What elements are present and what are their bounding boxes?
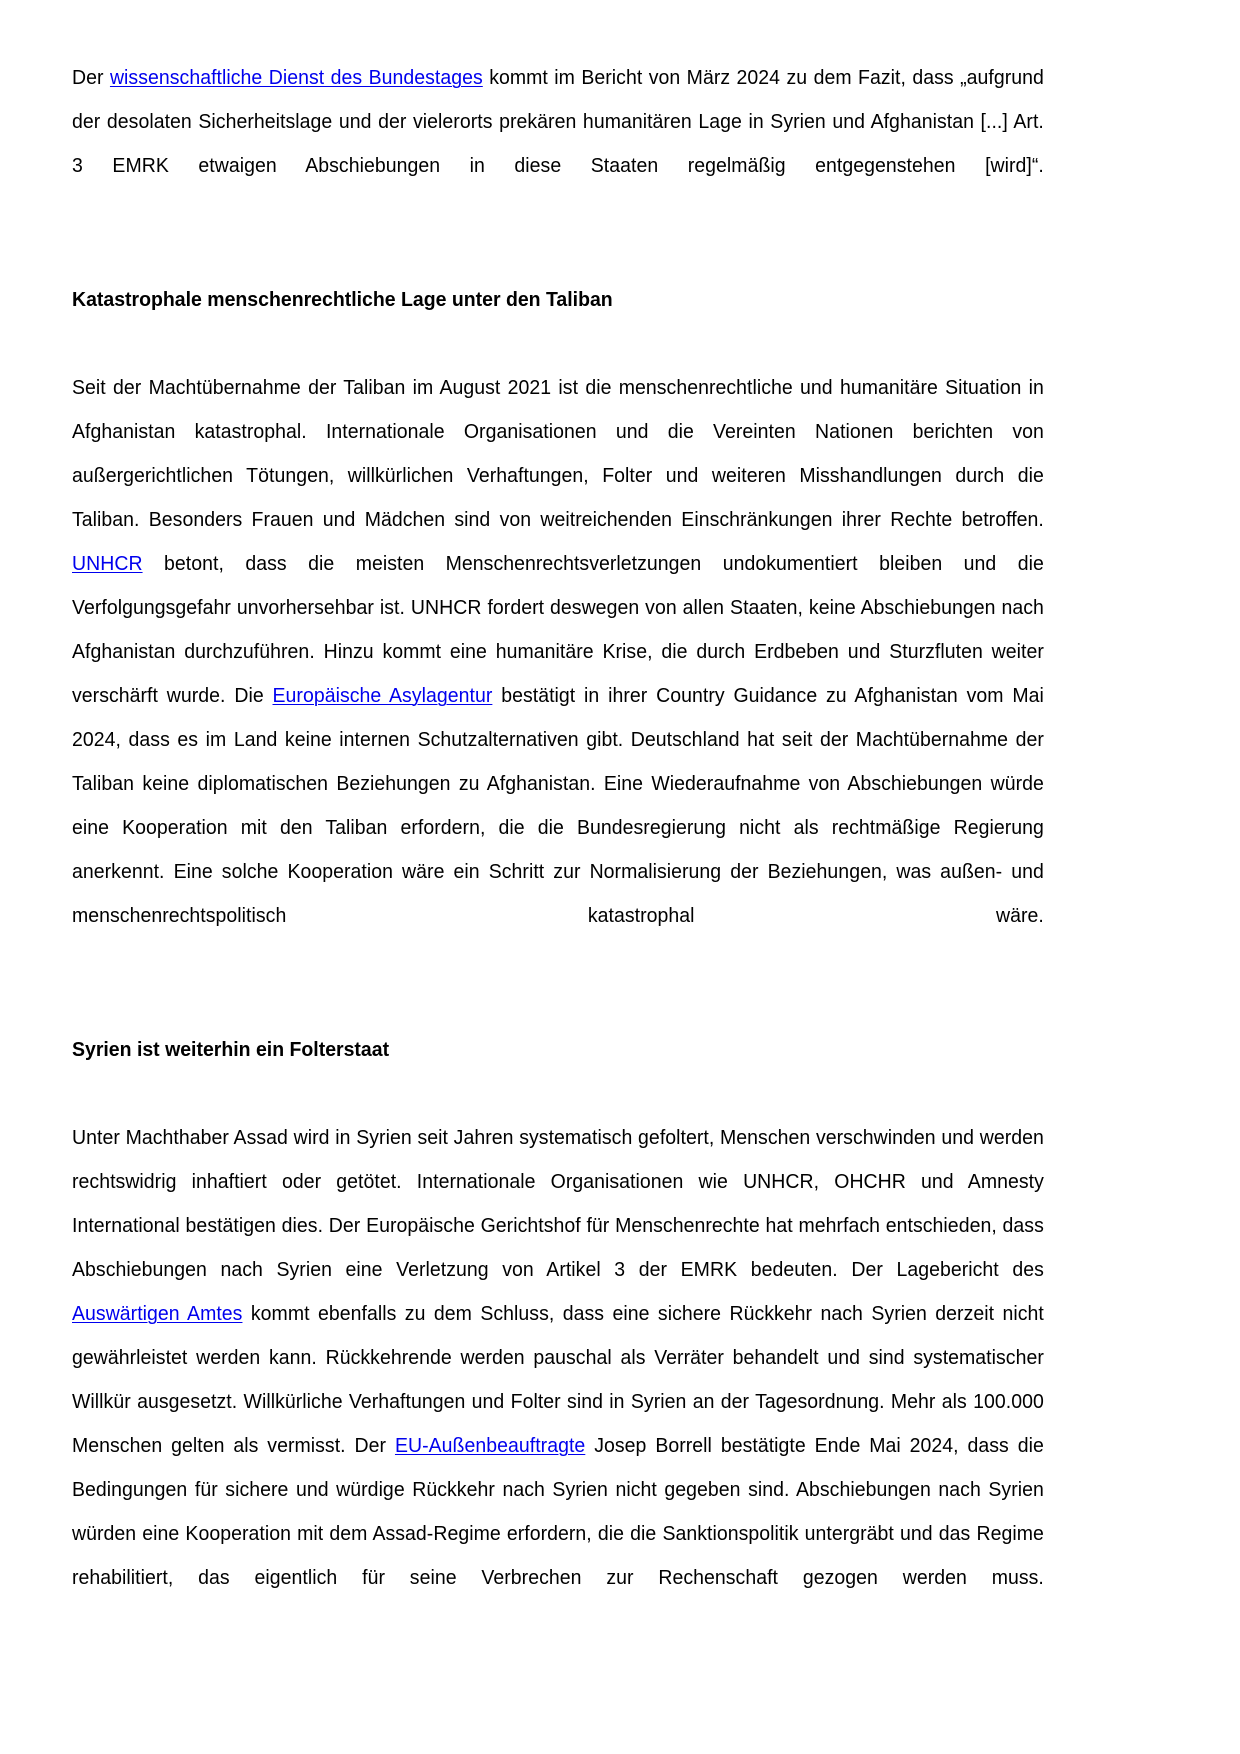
link-unhcr[interactable]: UNHCR	[72, 553, 143, 575]
spacer	[72, 982, 1044, 1028]
link-europaeische-asylagentur[interactable]: Europäische Asylagentur	[272, 685, 493, 707]
spacer	[72, 1072, 1044, 1116]
document-content	[72, 56, 1044, 1644]
taliban-text-part-1: Seit der Machtübernahme der Taliban im August 2021 ist die menschenrechtliche und humanitäre Situation in Afghanistan katastrophal. Internationale Organisationen und die Vereinten Nationen berichten von außergerichtlichen Tötungen, willkürlichen Verhaftungen, Folter und weiteren Misshandlungen durch die Taliban. Besonders Frauen und Mädchen sind von weitreichenden Einschränkungen ihrer Rechte betroffen.	[72, 377, 1044, 531]
intro-lead-text: Der	[72, 67, 110, 89]
paragraph-syrien	[72, 1116, 1044, 1644]
taliban-text-part-3: bestätigt in ihrer Country Guidance zu Afghanistan vom Mai 2024, dass es im Land keine internen Schutzalternativen gibt. Deutschland hat seit der Machtübernahme der Taliban keine diplomatischen Beziehungen zu Afghanistan. Eine Wiederaufnahme von Abschiebungen würde eine Kooperation mit den Taliban erfordern, die die Bundesregierung nicht als rechtmäßige Regierung anerkennt. Eine solche Kooperation wäre ein Schritt zur Normalisierung der Beziehungen, was außen- und menschenrechtspolitisch katastrophal wäre.	[72, 685, 1044, 927]
link-wissenschaftlicher-dienst-bundestag[interactable]: wissenschaftliche Dienst des Bundestages	[109, 67, 483, 89]
heading-katastrophale-lage-taliban: Katastrophale menschenrechtliche Lage unter den Taliban	[72, 289, 613, 311]
syrien-text-part-1: Unter Machthaber Assad wird in Syrien seit Jahren systematisch gefoltert, Menschen verschwinden und werden rechtswidrig inhaftiert oder getötet. Internationale Organisationen wie UNHCR, OHCHR und Amnesty International bestätigen dies. Der Europäische Gerichtshof für Menschenrechte hat mehrfach entschieden, dass Abschiebungen nach Syrien eine Verletzung von Artikel 3 der EMRK bedeuten. Der Lagebericht des	[72, 1127, 1044, 1281]
spacer	[72, 322, 1044, 366]
syrien-text-part-2: kommt ebenfalls zu dem Schluss, dass eine sichere Rückkehr nach Syrien derzeit nicht gewährleistet werden kann. Rückkehrende werden pauschal als Verräter behandelt und sind systematischer Willkür ausgesetzt. Willkürliche Verhaftungen und Folter sind in Syrien an der Tagesordnung. Mehr als 100.000 Menschen gelten als vermisst. Der	[72, 1303, 1044, 1457]
paragraph-taliban	[72, 366, 1044, 982]
heading-syrien-folterstaat: Syrien ist weiterhin ein Folterstaat	[72, 1039, 390, 1061]
link-auswaertiges-amt[interactable]: Auswärtigen Amtes	[72, 1303, 243, 1325]
link-eu-aussenbeauftragte[interactable]: EU-Außenbeauftragte	[394, 1435, 586, 1457]
spacer	[72, 232, 1044, 278]
syrien-text-part-3: Josep Borrell bestätigte Ende Mai 2024, dass die Bedingungen für sichere und würdige Rückkehr nach Syrien nicht gegeben sind. Abschiebungen nach Syrien würden eine Kooperation mit dem Assad-Regime erfordern, die die Sanktionspolitik untergräbt und das Regime rehabilitiert, das eigentlich für seine Verbrechen zur Rechenschaft gezogen werden muss.	[72, 1435, 1044, 1589]
paragraph-intro	[72, 56, 1044, 232]
taliban-text-part-2: betont, dass die meisten Menschenrechtsverletzungen undokumentiert bleiben und die Verfolgungsgefahr unvorhersehbar ist. UNHCR fordert deswegen von allen Staaten, keine Abschiebungen nach Afghanistan durchzuführen. Hinzu kommt eine humanitäre Krise, die durch Erdbeben und Sturzfluten weiter verschärft wurde. Die	[72, 553, 1044, 707]
intro-rest-text: kommt im Bericht von März 2024 zu dem Fazit, dass „aufgrund der desolaten Sicherheitslage und der vielerorts prekären humanitären Lage in Syrien und Afghanistan [...] Art. 3 EMRK etwaigen Abschiebungen in diese Staaten regelmäßig entgegenstehen [wird]“.	[72, 67, 1044, 177]
